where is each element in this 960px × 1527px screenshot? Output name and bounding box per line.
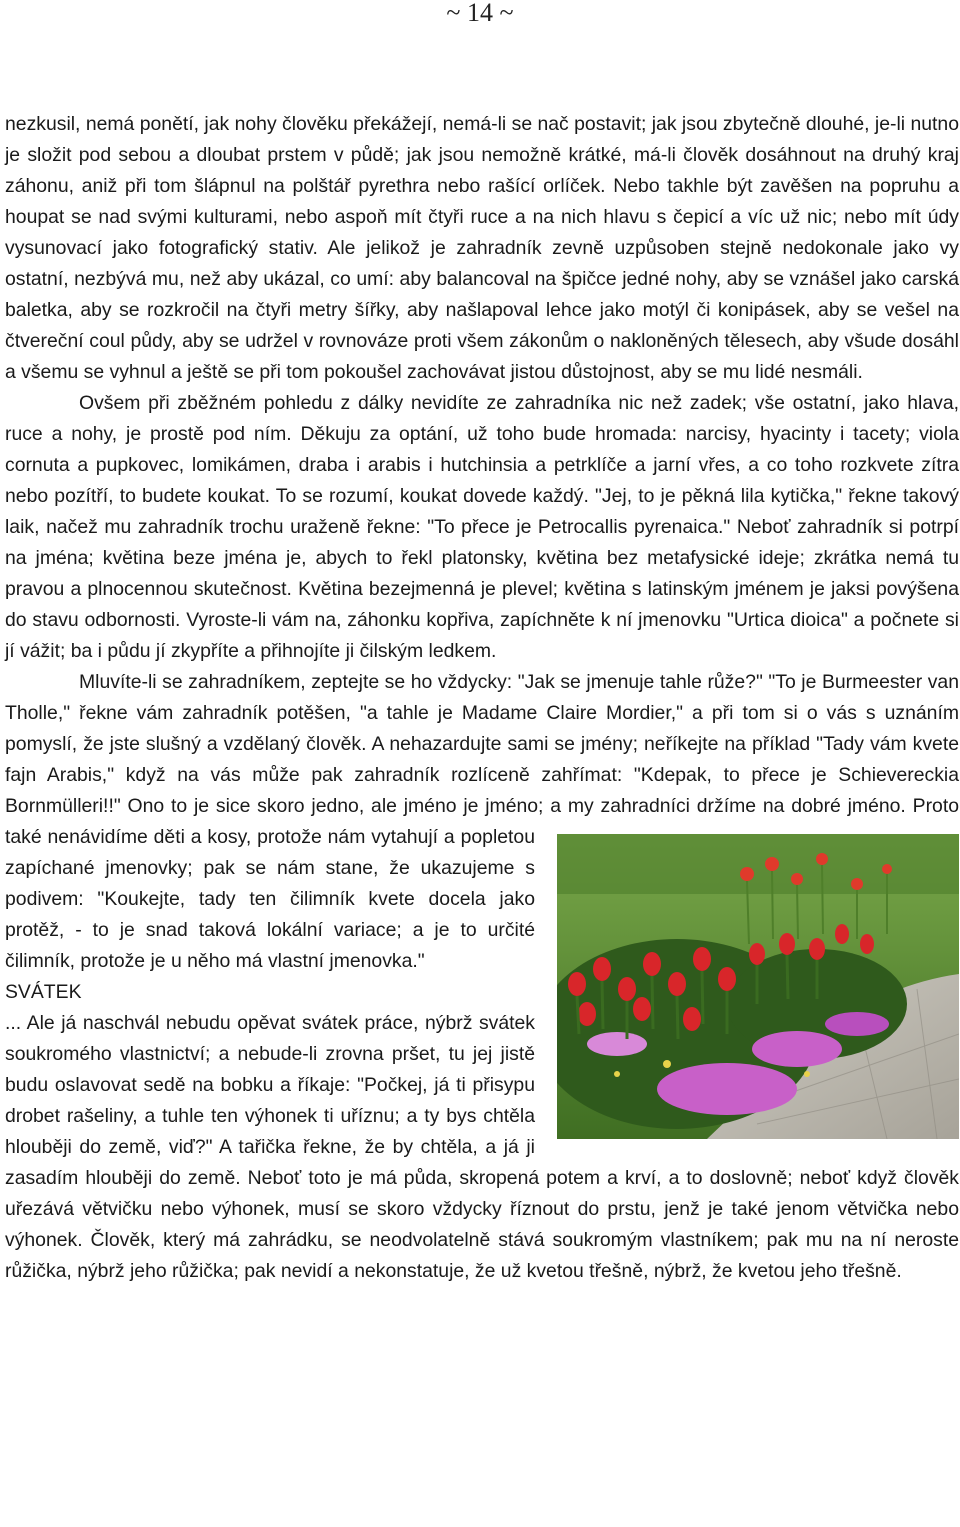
paragraph-3: Mluvíte-li se zahradníkem, zeptejte se ho vždycky: "Jak se jmenuje tahle růže?" "To je Burmeester van Tholle," řekne vám zahradník potěšen, "a tahle je Madame Claire Mordier," a při tom si o vás s uznáním pomyslí, že jste slušný a vzdělaný člověk. A nehazardujte sami se jmény; neříkejte na příklad "Tady vám kvete fajn Arabis," když na vás může pak zahradník rozlíceně zahřímat: "Kdepak, to přece je Schievereckia Bornmülleri!!" Ono to je sice skoro jedno, ale jméno je jméno; a my zahradníci držíme na dobré jméno.	[5, 671, 959, 817]
tree-shadow	[557, 834, 959, 894]
garden-photo	[557, 834, 959, 1139]
garden-illustration	[557, 834, 959, 1139]
paragraph-3-continuation: Proto také nenávidíme děti a kosy, protože nám vytahují a popletou zapíchané jmenovky; pak se nám stane, že ukazujeme s podivem: "Koukejte, tady ten čilimník kvete docela jako protěž, - to je snad taková lokální variace; a je to určité čilimník, protože je u něho má vlastní jmenovka."	[5, 795, 959, 972]
final-paragraph: ... Ale já naschvál nebudu opěvat svátek práce, nýbrž svátek soukromého vlastnictví; a nebude-li zrovna pršet, tu jej jistě budu oslavovat sedě na bobku a říkaje: "Počkej, já ti přisypu drobet rašeliny, a tuhle ten výhonek ti uříznu; a ty bys chtěla hlouběji do země, viď?" A tařička řekne, že by chtěla, a já ji zasadím hlouběji do země. Neboť toto je má půda, skropená potem a krví, a to doslovně; neboť když člověk uřezává větvičku nebo výhonek, musí se skoro vždycky říznout do prstu, jenž je také jenom větvička nebo výhonek. Člověk, který má zahrádku, se neodvolatelně stává soukromým vlastníkem; pak mu na ní neroste růžička, nýbrž jeho růžička; pak nevidí a nekonstatuje, že už kvetou třešně, nýbrž, že kvetou jeho třešně.	[5, 1012, 959, 1282]
paragraph-1: nezkusil, nemá ponětí, jak nohy člověku překážejí, nemá-li se nač postavit; jak jsou zbytečně dlouhé, je-li nutno je složit pod sebou a dloubat prstem v půdě; jak jsou nemožně krátké, má-li člověk dosáhnout na druhý kraj záhonu, aniž při tom šlápnul na polštář pyrethra nebo rašící orlíček. Nebo takhle být zavěšen na popruhu a houpat se nad svými kulturami, nebo aspoň mít čtyři ruce a na nich hlavu s čepicí a víc už nic; nebo mít údy vysunovací jako fotografický stativ. Ale jelikož je zahradník zevně uzpůsoben stejně nedokonale jako vy ostatní, nezbývá mu, než aby ukázal, co umí: aby balancoval na špičce jedné nohy, aby se vznášel jako carská baletka, aby se rozkročil na čtyři metry šířky, aby našlapoval lehce jako motýl či konipásek, aby se vešel na čtvereční coul půdy, aby se udržel v rovnováze proti všem zákonům o nakloněných tělesech, aby všude dosáhl a všemu se vyhnul a ještě se při tom pokoušel zachovávat jistou důstojnost, aby se mu lidé nesmáli.	[5, 113, 959, 383]
document-body	[5, 109, 959, 1287]
paragraph-2: Ovšem při zběžném pohledu z dálky nevidíte ze zahradníka nic než zadek; vše ostatní, jako hlava, ruce a nohy, je prostě pod ním. Děkuju za optání, už toho bude hromada: narcisy, hyacinty i tacety; viola cornuta a pupkovec, lomikámen, draba i arabis i hutchinsia a petrklíče a jarní vřes, a co toho rozkvete zítra nebo pozítří, to budete koukat. To se rozumí, koukat dovede každý. "Jej, to je pěkná lila kytička," řekne takový laik, načež mu zahradník trochu uraženě řekne: "To přece je Petrocallis pyrenaica." Neboť zahradník si potrpí na jména; květina beze jména je, abych to řekl platonsky, květina bez metafysické ideje; zkrátka nemá tu pravou a plnocennou skutečnost. Květina bezejmenná je plevel; květina s latinským jménem je jaksi povýšena do stavu odbornosti. Vyroste-li vám na, záhonku kopřiva, zapíchněte k ní jmenovku "Urtica dioica" a počnete si jí vážit; ba i půdu jí zkypříte a přihnojíte ji čilským ledkem.	[5, 392, 959, 662]
page-number: ~ 14 ~	[446, 0, 514, 27]
paragraph-3-start	[5, 667, 959, 977]
section-heading: SVÁTEK	[5, 981, 82, 1003]
